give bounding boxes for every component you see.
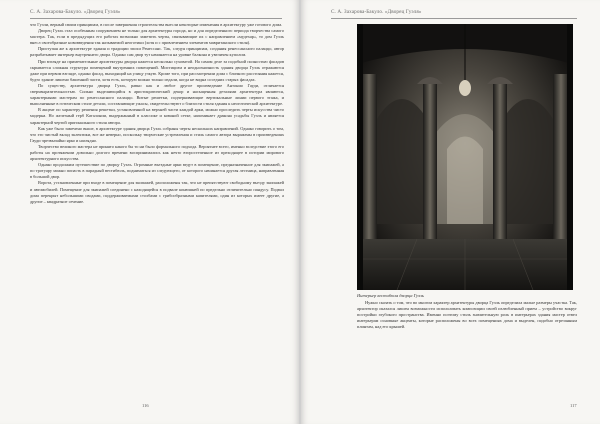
body-text: [357, 300, 577, 330]
header-rule: [30, 18, 282, 19]
interior-photo: [357, 24, 573, 290]
running-head: С. А. Захарова-Бакуло. «Дворец Гуэля»: [331, 9, 422, 15]
page-number: 117: [570, 403, 577, 408]
paragraph: По существу, архитектура дворца Гуэль, равно как и любое другое произведение Антонио Гауди, отличается сверхвыразительностью. Сильно выделяющийся в аристократический декор и насыщенная деталями архитектура являются, характерными мастерам по ренессансного палаццо. Витые решетки, подчеркивающие вертикальные линии первого этажа, и выполненные в готическом стиле детали, составляющие ужасы, свидетельствуют о близости стиля здания к неоготической архитектуре.: [30, 82, 284, 107]
body-text: [30, 22, 284, 205]
paragraph: Нужно сказать о том, что во многом характер архитектуры дворца Гуэль определила малые размеры участка. Так, архитектор оказался лишен возможности использовать композиции своей излюбленный прием – устройство вокруг постройки глубокого пространства. Именно поэтому стиль значительную роль в интерьерах здания мастер отвел интерьерам основные акценты, которые расположены во всех помещениях дома и выделен, подобно отрезанным плинтам, над его крышей.: [357, 300, 577, 330]
left-page: [0, 0, 299, 424]
paragraph: Дворец Гуэль стал особенным сооружением не только для архитектуры города, но и для определенного периода творчества самого мастера. Так, если в предыдущих его работах возможно заметить черты, связывающие их с направлением «мудехар», то дом Гуэль внесл своеобразные нововведения так называемой неоготики (хотя и с привлечением элементов мавританского стиля).: [30, 28, 284, 46]
running-head: С. А. Захарова-Бакуло. «Дворец Гуэля»: [30, 9, 121, 15]
header-rule: [331, 18, 577, 19]
paragraph: что Гуэли, верный своим принципам, в после завершения строительства внесли некоторые изменения в архитектуру уже готового дома.: [30, 22, 283, 27]
paragraph: В акцент по характеру решения решетки, установленной на верхней части каждой арки, можно проследить черты искусства чисто модерна. Но железный герб Каталонии, выдержанный в классике и кованой сетке, напоминает дракона усадьбы Гуэль и является характерной чертой оригинального стиля автора.: [30, 107, 284, 125]
paragraph: Однако продолжим путешествие по дворцу Гуэль. Огромные въездные арки ведут в помещение, предназначенное для экипажей, а по тротуару можно попасть в парадный вестибюль, подниматься из следующего, от которого начинается другая лестница, направленная в большой двор.: [30, 162, 284, 180]
paragraph: При взгляде на примечательные архитектуры дворца кажется несколько суховатой. На самом деле за подобной полностью фасадов скрывается сложная структура помещений внутренних помещений. Мистицизм и неоднозначность здания дворца Гуэль отражаются даже при первом взгляде, однако фасад, выходящий на улицу узкую. Кроме того, при рассмотрении дома с близкого расстояния кажется, будто здание лишено башенной части, хотя есть, которую можно только издали, когда не видна соседних старых фасадах.: [30, 58, 284, 82]
paragraph: Ворота, установленные при входе в помещение для экипажей, расположены так, что не препятствуют свободному въезду экипажей и автомобилей. Помещение для экипажей соединено с находящейся в подвале конюшней по предельно отличительно пандусу. Подвал дома перекрыт небольшими сводами, поддерживаемыми столбами с грибообразными капителями, один из которых имеет другие, а другие – квадратное сечение.: [30, 180, 284, 204]
paragraph: Приступая же к архитектуре здания и традиции эпохи Ренессанс. Так, следуя принципам, создания ренессансного палаццо, автор разрабатывает интерьер внутреннего двора. Однако сам двор тут начинается на уровне балкона и увеличен куполом.: [30, 46, 284, 58]
photo-caption: Интерьер вестибюля дворца Гуэль: [357, 293, 424, 298]
paragraph: Творчество великого мастера не принято какого бы то ни было формального подхода. Вероятнее всего, именно вследствие этого его работы на протяжении довольно долгого времени воспринимались как нечто второстепенное из преходящее в истории мирового архитектурного искусства.: [30, 143, 284, 162]
right-page: [301, 0, 600, 424]
page-number: 116: [142, 403, 149, 408]
paragraph: Как уже было замечено выше, в архитектуре здания дворца Гуэль собраны черты нескольких направлений. Однако говорить о том, что это чистый вклад эклектики, все же неверно, поскольку творческие устремления и стиль самого автора выражены в произведениях Гауди чрезвычайно ярко и наглядно.: [30, 125, 284, 143]
